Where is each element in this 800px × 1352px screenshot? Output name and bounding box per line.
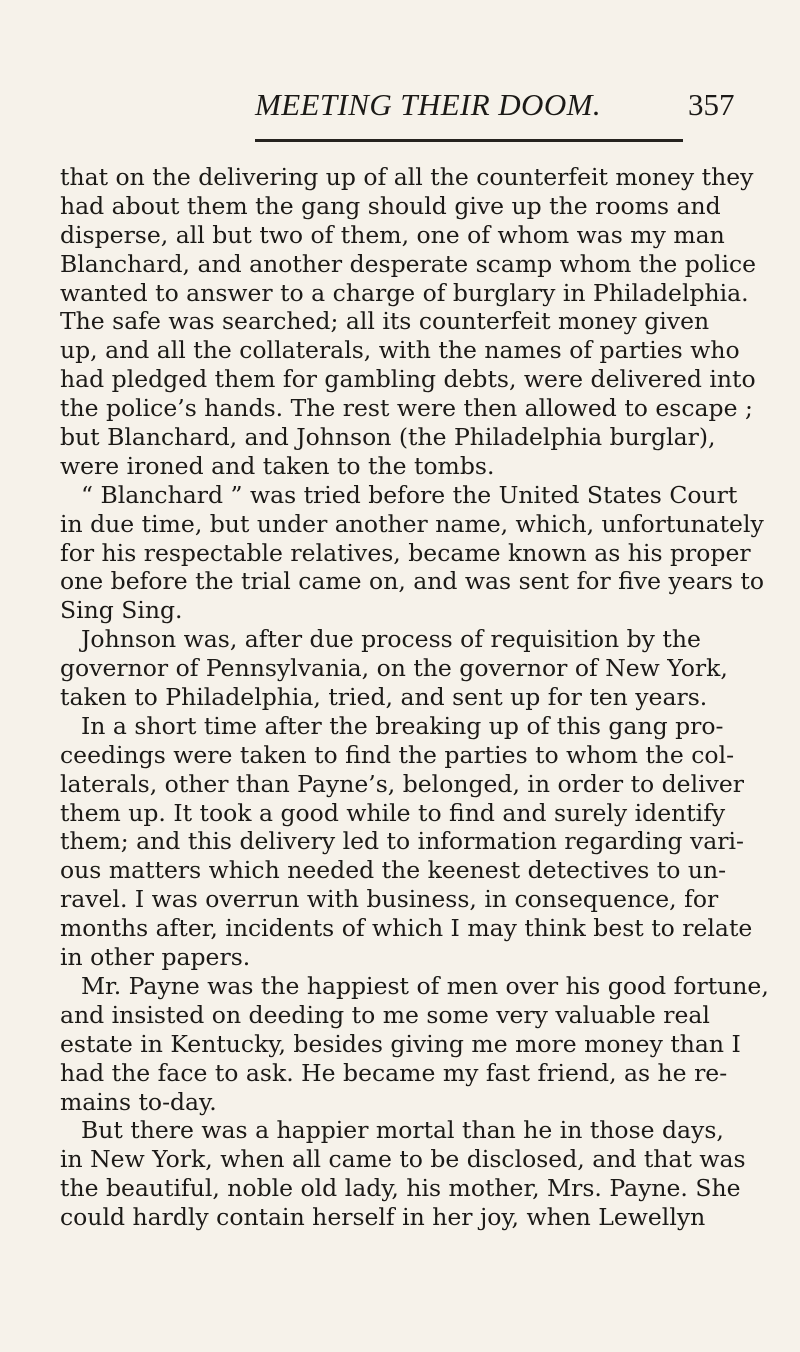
- page-number: 357: [688, 87, 735, 122]
- text-line: Mr. Payne was the happiest of men over his good fortune,: [81, 971, 769, 1000]
- text-line: up, and all the collaterals, with the names of parties who: [60, 336, 740, 365]
- text-line: had the face to ask. He became my fast friend, as he re-: [60, 1058, 728, 1087]
- text-line: them up. It took a good while to find and surely identify: [60, 798, 726, 827]
- text-line: taken to Philadelphia, tried, and sent up for ten years.: [60, 683, 708, 712]
- text-line: The safe was searched; all its counterfeit money given: [60, 307, 710, 336]
- text-line: for his respectable relatives, became known as his proper: [60, 538, 751, 567]
- text-line: ceedings were taken to find the parties to whom the col-: [60, 740, 735, 769]
- text-line: “ Blanchard ” was tried before the United States Court: [81, 480, 738, 509]
- text-line: But there was a happier mortal than he in those days,: [81, 1116, 724, 1145]
- text-line: mains to-day.: [60, 1087, 217, 1116]
- text-line: the beautiful, noble old lady, his mother, Mrs. Payne. She: [60, 1174, 741, 1203]
- text-line: had pledged them for gambling debts, were delivered into: [60, 365, 756, 394]
- text-line: ous matters which needed the keenest detectives to un-: [60, 856, 727, 885]
- body-text: [60, 163, 769, 1232]
- text-line: them; and this delivery led to information regarding vari-: [60, 827, 744, 856]
- text-line: Johnson was, after due process of requisition by the: [81, 625, 701, 654]
- header-rule: [255, 139, 683, 142]
- text-line: Blanchard, and another desperate scamp whom the police: [60, 249, 757, 278]
- running-head: [0, 87, 800, 127]
- text-line: ravel. I was overrun with business, in consequence, for: [60, 885, 719, 914]
- text-line: in other papers.: [60, 943, 251, 972]
- text-line: the police’s hands. The rest were then allowed to escape ;: [60, 394, 753, 423]
- text-line: and insisted on deeding to me some very valuable real: [60, 1000, 710, 1029]
- text-line: Sing Sing.: [60, 596, 183, 625]
- text-line: had about them the gang should give up the rooms and: [60, 191, 721, 220]
- text-line: were ironed and taken to the tombs.: [60, 451, 495, 480]
- text-line: laterals, other than Payne’s, belonged, in order to deliver: [60, 769, 745, 798]
- text-line: months after, incidents of which I may think best to relate: [60, 914, 753, 943]
- text-line: in due time, but under another name, which, unfortunately: [60, 509, 764, 538]
- text-line: governor of Pennsylvania, on the governor of New York,: [60, 654, 728, 683]
- text-line: disperse, all but two of them, one of whom was my man: [60, 220, 725, 249]
- text-line: wanted to answer to a charge of burglary in Philadelphia.: [60, 278, 749, 307]
- text-line: but Blanchard, and Johnson (the Philadelphia burglar),: [60, 423, 716, 452]
- text-line: estate in Kentucky, besides giving me more money than I: [60, 1029, 741, 1058]
- text-line: in New York, when all came to be disclosed, and that was: [60, 1145, 746, 1174]
- text-line: one before the trial came on, and was sent for five years to: [60, 567, 765, 596]
- text-line: In a short time after the breaking up of this gang pro-: [81, 711, 724, 740]
- text-line: could hardly contain herself in her joy, when Lewellyn: [60, 1203, 706, 1232]
- running-title: MEETING THEIR DOOM.: [255, 87, 601, 122]
- text-line: that on the delivering up of all the counterfeit money they: [60, 163, 754, 191]
